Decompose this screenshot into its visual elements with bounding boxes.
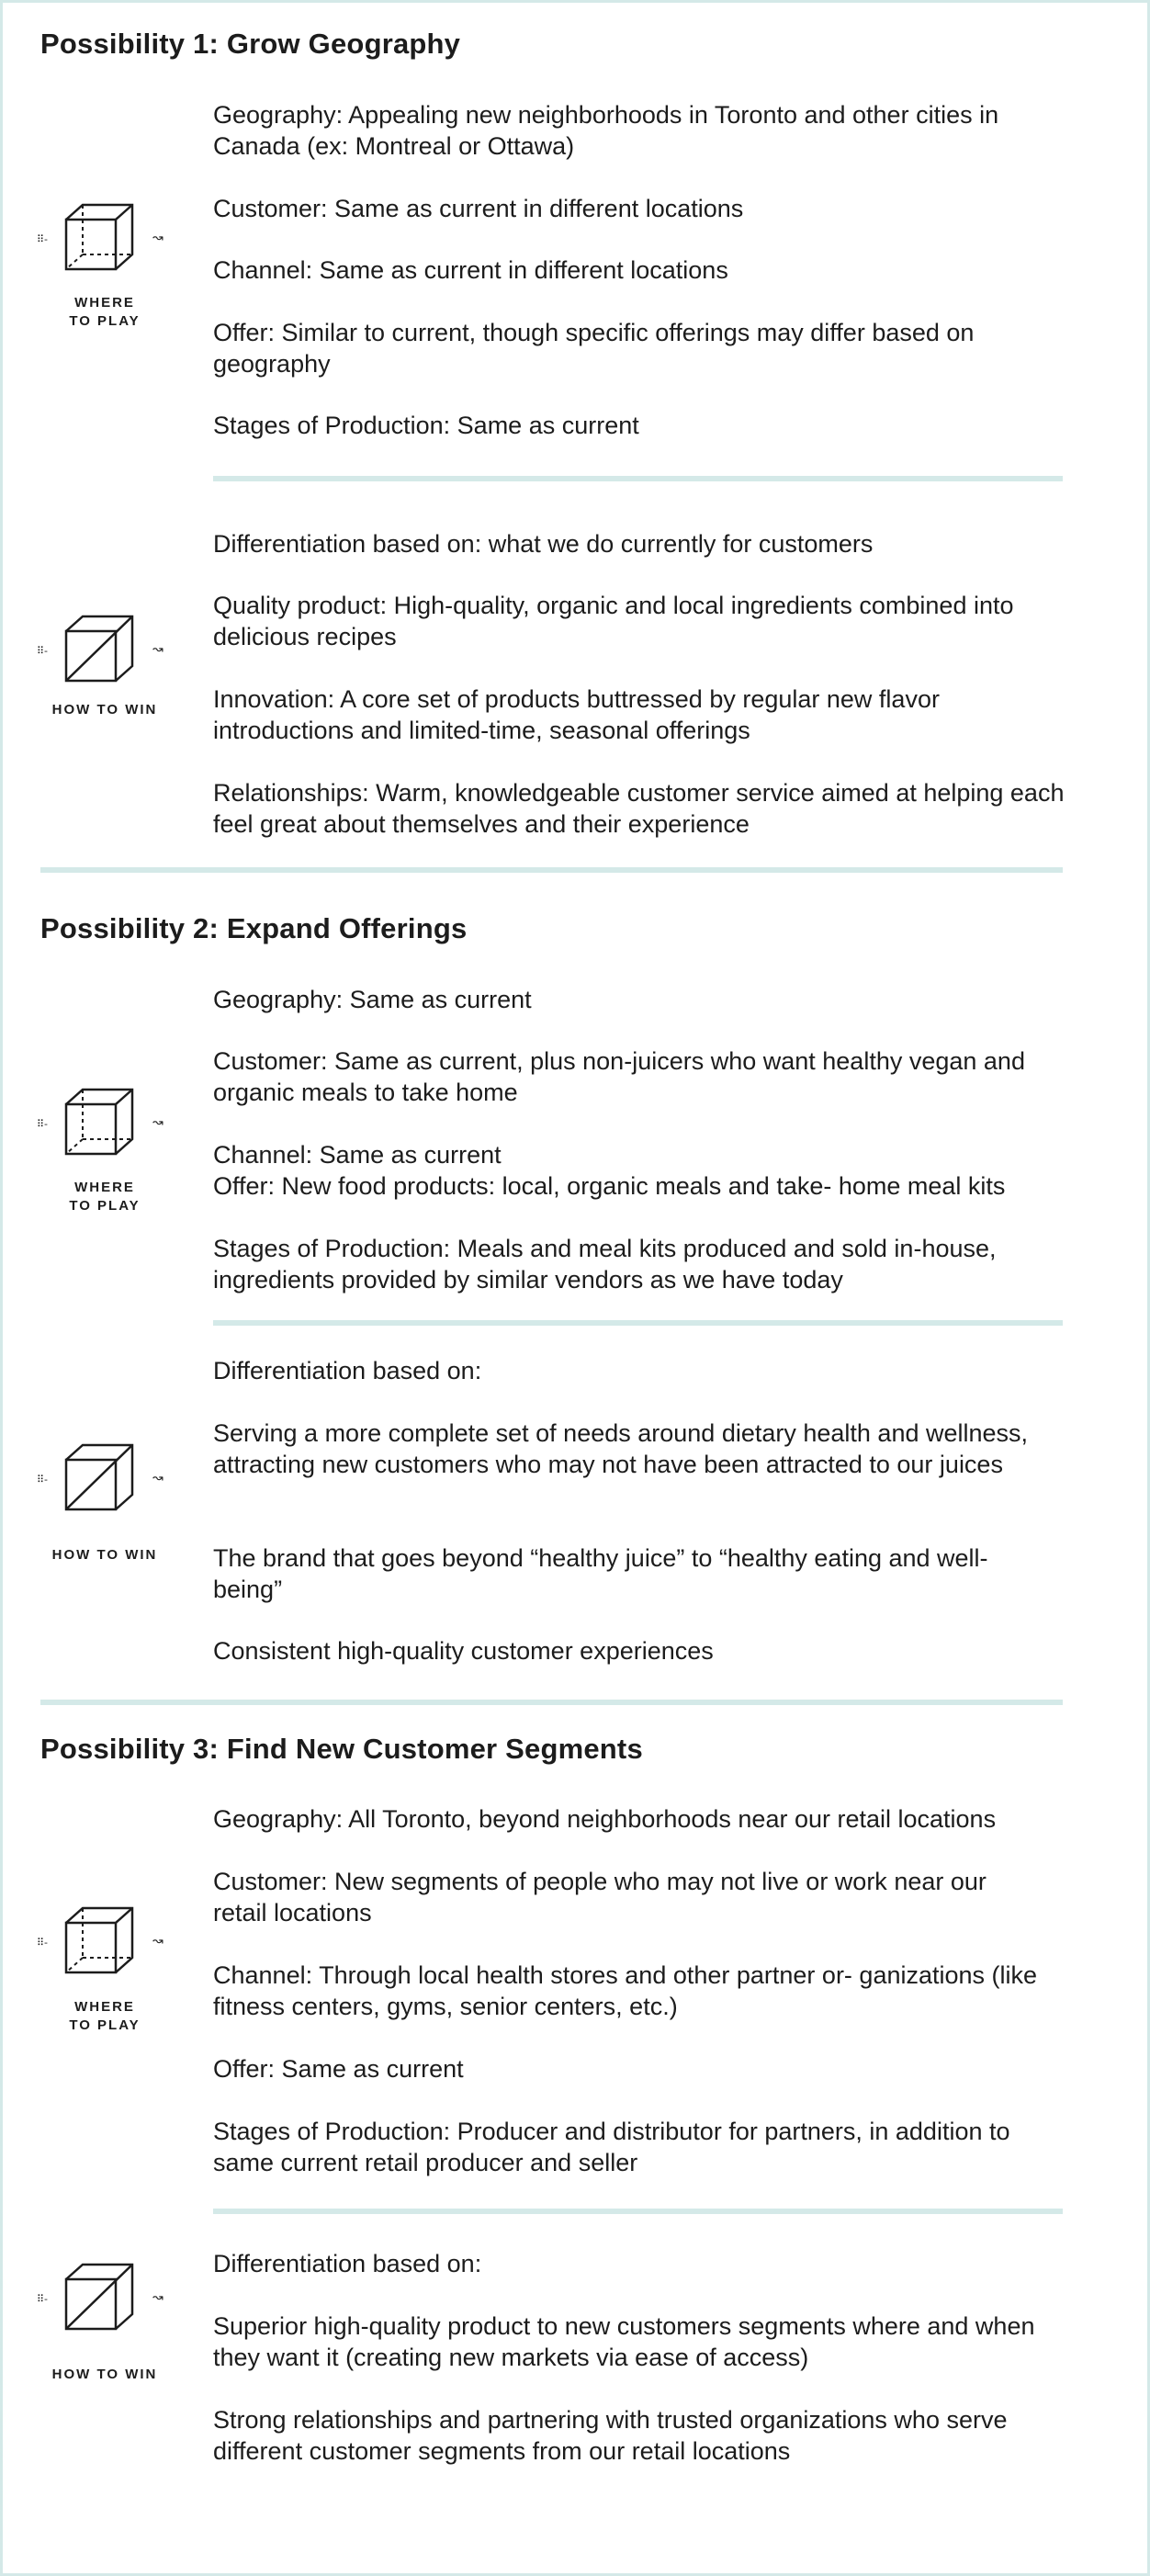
how-item-superior: Superior high-quality product to new customers segments where and when they want it (creating new markets via ease of access) <box>213 2312 1035 2371</box>
section-divider <box>40 867 1063 873</box>
where-item-stages: Stages of Production: Producer and distributor for partners, in addition to same current retail producer and seller <box>213 2118 1010 2176</box>
how-to-win-label: HOW TO WIN <box>51 1547 158 1563</box>
svg-text:↝: ↝ <box>152 1934 163 1949</box>
section-divider <box>40 1700 1063 1705</box>
section-title: Possibility 2: Expand Offerings <box>40 912 468 944</box>
section-title: Possibility 3: Find New Customer Segments <box>40 1733 643 1765</box>
where-item-channel: Channel: Same as current in different locations <box>213 256 728 284</box>
where-item-customer: Customer: Same as current, plus non-juicers who want healthy vegan and organic meals to take home <box>213 1047 1025 1106</box>
divider <box>213 1320 1063 1326</box>
svg-text:⠿-: ⠿- <box>37 2293 49 2305</box>
how-to-win-label: HOW TO WIN <box>51 702 158 717</box>
where-item-channel: Channel: Same as current <box>213 1141 502 1169</box>
svg-text:⠿-: ⠿- <box>37 645 49 657</box>
where-item-offer: Offer: Same as current <box>213 2055 464 2083</box>
how-item-differentiation: Differentiation based on: what we do currently for customers <box>213 530 874 558</box>
cube-icon <box>35 1084 171 1167</box>
how-item-quality: Quality product: High-quality, organic and local ingredients combined into delicious recipes <box>213 592 1014 650</box>
divider <box>213 2209 1063 2214</box>
where-item-offer: Offer: Similar to current, though specific offerings may differ based on geography <box>213 319 975 378</box>
how-item-brand: The brand that goes beyond “healthy juice” to “healthy eating and well-being” <box>213 1544 988 1603</box>
how-item-serving: Serving a more complete set of needs around dietary health and wellness, attracting new customers who may not have been attracted to our juices <box>213 1419 1029 1478</box>
where-to-play-label: WHERE TO PLAY <box>69 295 141 329</box>
where-item-stages: Stages of Production: Same as current <box>213 412 639 439</box>
svg-text:↝: ↝ <box>152 642 163 657</box>
where-item-geography: Geography: All Toronto, beyond neighborhoods near our retail locations <box>213 1805 997 1833</box>
diagonal-square-icon <box>35 2259 171 2342</box>
cube-icon <box>35 199 171 282</box>
how-item-consistent: Consistent high-quality customer experiences <box>213 1637 714 1665</box>
where-item-customer: Customer: Same as current in different locations <box>213 195 744 222</box>
divider <box>213 476 1063 481</box>
where-item-stages: Stages of Production: Meals and meal kits produced and sold in-house, ingredients provided by similar vendors as we have today <box>213 1235 997 1294</box>
where-item-geography: Geography: Same as current <box>213 986 532 1013</box>
cube-icon <box>35 1903 171 1985</box>
where-item-channel: Channel: Through local health stores and other partner or- ganizations (like fitness centers, gyms, senior centers, etc.) <box>213 1961 1038 2020</box>
how-item-relationships: Strong relationships and partnering with trusted organizations who serve different customer segments from our retail locations <box>213 2406 1008 2465</box>
diagonal-square-icon <box>35 1440 171 1522</box>
svg-text:↝: ↝ <box>152 231 163 245</box>
svg-text:↝: ↝ <box>152 1115 163 1130</box>
how-item-relationships: Relationships: Warm, knowledgeable customer service aimed at helping each feel great about themselves and their experience <box>213 779 1065 838</box>
diagonal-square-icon <box>35 611 171 694</box>
where-to-play-label: WHERE TO PLAY <box>69 1999 141 2033</box>
svg-text:⠿-: ⠿- <box>37 1937 49 1949</box>
how-item-differentiation: Differentiation based on: <box>213 1357 482 1384</box>
how-item-differentiation: Differentiation based on: <box>213 2250 482 2277</box>
svg-text:↝: ↝ <box>152 2290 163 2305</box>
svg-text:⠿-: ⠿- <box>37 1474 49 1486</box>
where-to-play-label: WHERE TO PLAY <box>69 1180 141 1214</box>
where-item-geography: Geography: Appealing new neighborhoods in Toronto and other cities in Canada (ex: Montreal or Ottawa) <box>213 101 999 160</box>
svg-text:↝: ↝ <box>152 1471 163 1486</box>
where-item-customer: Customer: New segments of people who may not live or work near our retail locations <box>213 1868 987 1926</box>
section-title: Possibility 1: Grow Geography <box>40 28 461 60</box>
how-item-innovation: Innovation: A core set of products buttressed by regular new flavor introductions and limited-time, seasonal offerings <box>213 685 940 744</box>
svg-text:⠿-: ⠿- <box>37 1118 49 1130</box>
how-to-win-label: HOW TO WIN <box>51 2367 158 2382</box>
svg-text:⠿-: ⠿- <box>37 233 49 245</box>
where-item-offer: Offer: New food products: local, organic meals and take- home meal kits <box>213 1172 1006 1200</box>
